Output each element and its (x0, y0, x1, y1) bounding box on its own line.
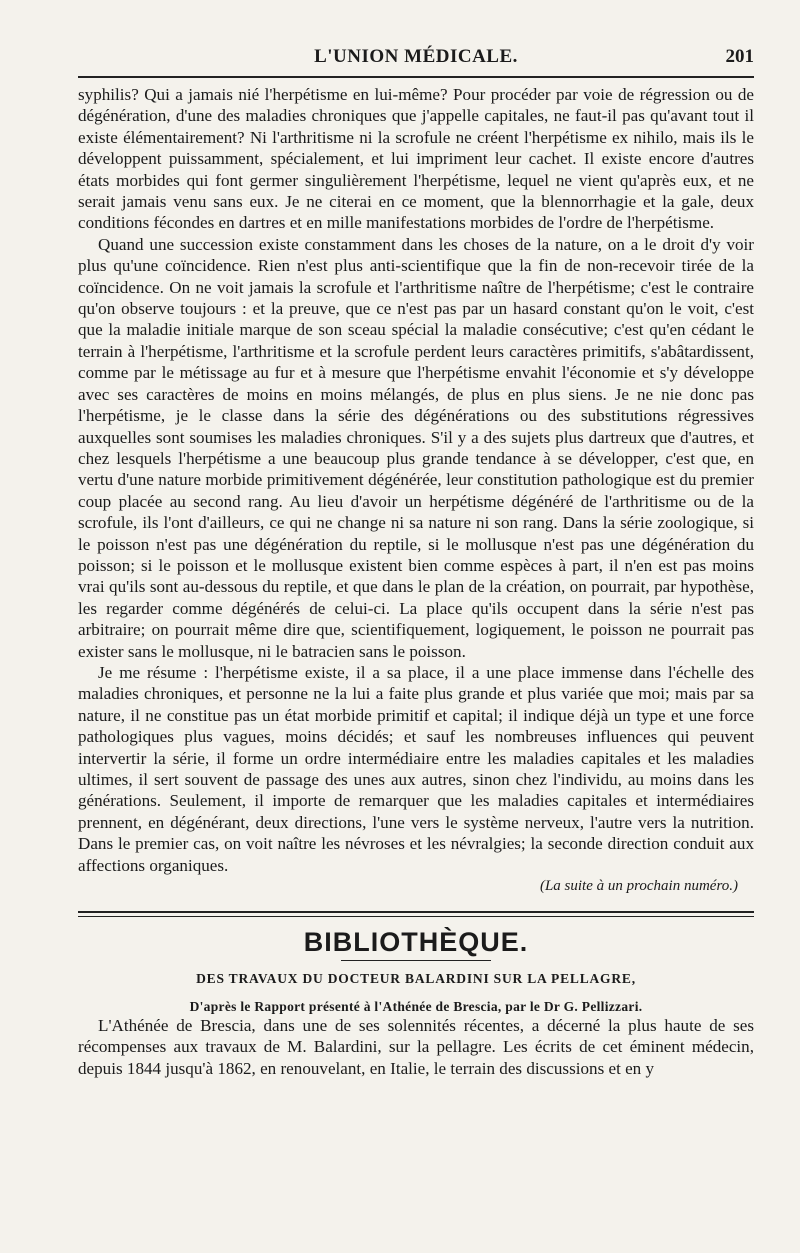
section-title: BIBLIOTHÈQUE. (303, 927, 529, 958)
section-divider (78, 911, 754, 917)
title-underline (341, 960, 491, 961)
journal-title: L'UNION MÉDICALE. (314, 46, 518, 67)
article-title: DES TRAVAUX DU DOCTEUR BALARDINI SUR LA PELLAGRE, (196, 971, 636, 987)
running-head (78, 38, 754, 72)
paragraph-1: syphilis? Qui a jamais nié l'herpétisme en lui-même? Pour procéder par voie de régression ou de dégénération, d'une des maladies chroniques que j'appelle capitales, ne faut-il pas qu'avant tout il existe élémentairement? Ni l'arthritisme ni la scrofule ne créent l'herpétisme ex nihilo, mais ils le développent puissamment, spécialement, et lui impriment leur cachet. Il existe encore d'autres états morbides qui font germer singulièrement l'herpétisme, lequel ne vient qu'après eux, et ne serait jamais venu sans eux. Je ne citerai en ce moment, que la blennorrhagie et la gale, deux conditions fécondes en dartres et en mille manifestations morbides de l'ordre de l'herpétisme. (78, 85, 754, 233)
page-number: 201 (725, 46, 754, 67)
header-rule (78, 76, 754, 78)
article-source: D'après le Rapport présenté à l'Athénée de Brescia, par le Dr G. Pellizzari. (189, 999, 643, 1015)
paragraph-2: Quand une succession existe constamment dans les choses de la nature, on a le droit d'y voir plus qu'une coïncidence. Rien n'est plus anti-scientifique que la fin de non-recevoir tirée de la coïncidence. On ne voit jamais la scrofule et l'arthritisme naître de l'herpétisme; c'est le contraire qu'on observe toujours : et la preuve, que ce n'est pas par un hasard constant qu'on le voit, c'est que la maladie initiale marque de son sceau spécial la maladie consécutive; c'est qu'en cédant le terrain à l'herpétisme, l'arthritisme et la scrofule perdent leurs caractères primitifs, s'abâtardissent, comme par le métissage au fur et à mesure que l'herpétisme envahit l'économie et s'y développe avec ses caractères de moins en moins mélangés, de plus en plus siens. Je ne nie donc pas l'herpétisme, je le classe dans la série des dégénérations ou des substitutions régressives auxquelles sont soumises les maladies chroniques. S'il y a des sujets plus dartreux que d'autres, et chez lesquels l'herpétisme a une beaucoup plus grande tendance à se développer, c'est que, en vertu d'une nature morbide primitivement dégénérée, leur constitution pathologique est du premier coup placée au second rang. Au lieu d'avoir un herpétisme dégénéré de l'arthritisme ou de la scrofule, ils l'ont d'ailleurs, ce qui ne change ni sa nature ni son rang. Dans la série zoologique, si le poisson n'est pas une dégénération du reptile, si le mollusque n'est pas une dégénération du poisson; si le poisson et le mollusque existent bien comme espèces à part, il n'en est pas moins vrai qu'ils sont au-dessous du reptile, et que dans le plan de la création, on pourrait, par hypothèse, les regarder comme dégénérés de celui-ci. La place qu'ils occupent dans la série n'est pas arbitraire; on pourrait même dire que, scientifiquement, logiquement, le poisson ne pourrait pas exister sans le mollusque, ni le batracien sans le poisson. (78, 234, 754, 661)
paragraph-3: Je me résume : l'herpétisme existe, il a sa place, il a une place immense dans l'échelle des maladies chroniques, et personne ne la lui a faite plus grande et plus variée que moi; mais par sa nature, il ne constitue pas un état morbide primitif et capital; il indique déjà un type et une force pathologiques plus vagues, moins décidés; et sauf les nombreuses influences qui peuvent intervertir la série, il forme un ordre intermédiaire entre les maladies capitales et les maladies ultimes, il sert souvent de passage des unes aux autres, sinon chez l'individu, au moins dans les générations. Seulement, il importe de remarquer que les maladies capitales et intermédiaires prennent, en dégénérant, deux directions, l'une vers le système nerveux, l'autre vers la nutrition. Dans le premier cas, on voit naître les névroses et les névralgies; la seconde direction conduit aux affections organiques. (78, 662, 754, 875)
article-body: L'Athénée de Brescia, dans une de ses solennités récentes, a décerné la plus haute de ses récompenses aux travaux de M. Balardini, sur la pellagre. Les écrits de cet éminent médecin, depuis 1844 jusqu'à 1862, en renouvelant, en Italie, le terrain des discussions et en y (78, 1016, 754, 1078)
page (78, 38, 754, 1079)
continuation-note: (La suite à un prochain numéro.) (539, 878, 738, 895)
